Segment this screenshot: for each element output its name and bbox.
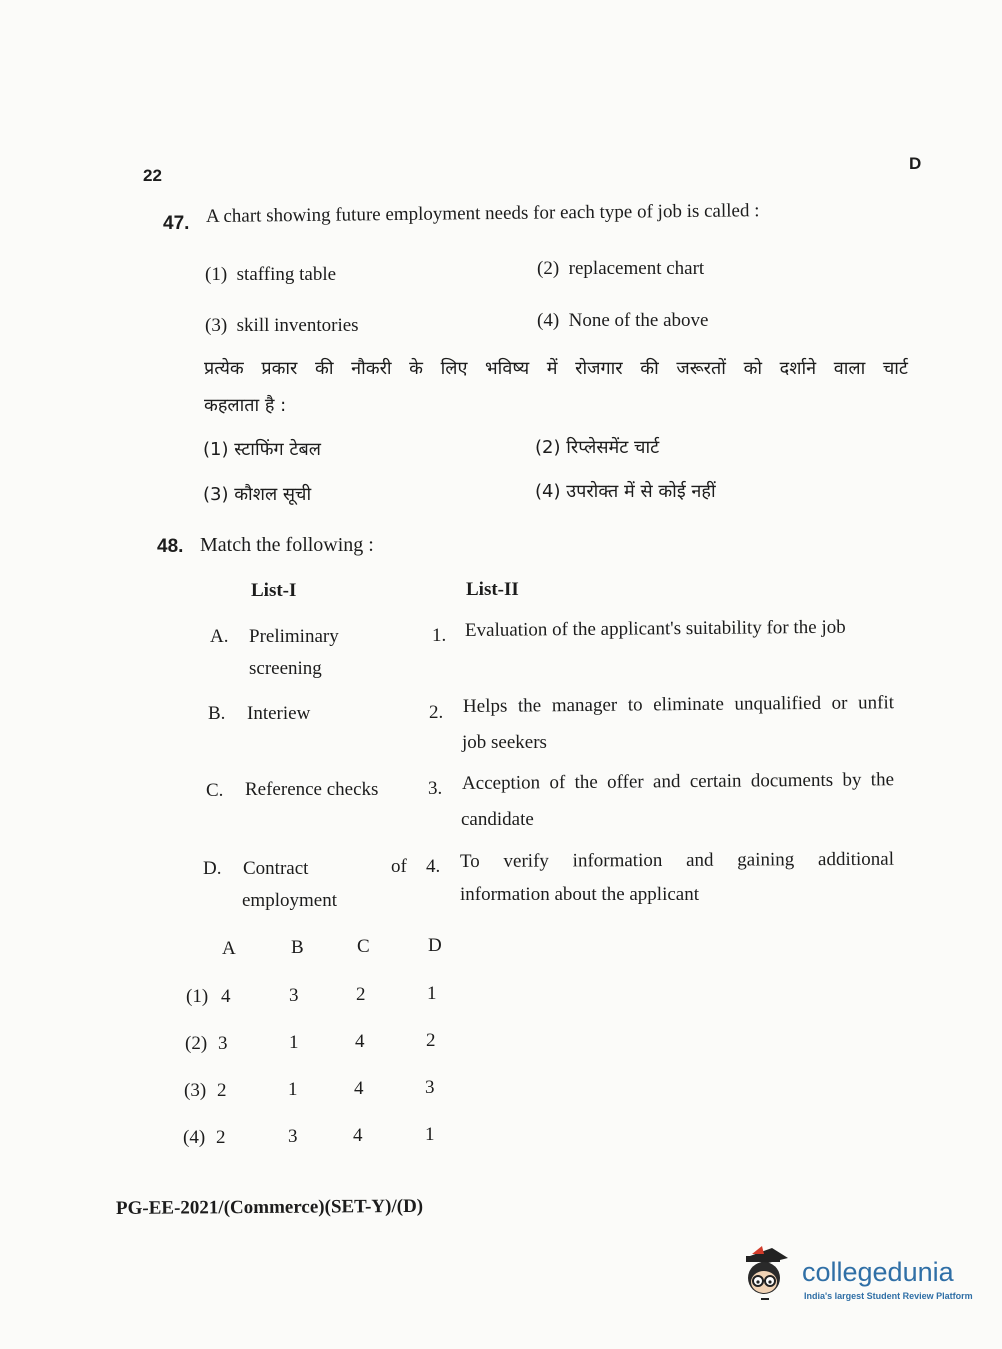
list1-text: Interiew [247, 703, 311, 724]
answer-value: 3 [289, 985, 299, 1006]
set-code: D [909, 154, 922, 173]
list1-header: List-I [251, 580, 297, 601]
answer-value: 1 [288, 1079, 298, 1100]
list2-header: List-II [466, 579, 519, 600]
answer-value: 2 [356, 984, 366, 1005]
answer-value: 3 [288, 1126, 298, 1147]
answer-value: 2 [217, 1080, 227, 1101]
option-text: replacement chart [568, 258, 705, 279]
option-number: (1) [205, 264, 228, 285]
list1-text: Reference checks [245, 779, 379, 800]
brand-name: collegedunia [802, 1257, 954, 1287]
answer-value: 4 [353, 1125, 363, 1146]
list2-text-cont: candidate [461, 809, 534, 830]
option-2[interactable] [537, 258, 704, 280]
answer-value: 1 [427, 983, 437, 1004]
answer-value: 3 [425, 1077, 435, 1098]
option-3[interactable] [205, 315, 359, 337]
list2-text-cont: information about the applicant [460, 884, 700, 905]
hindi-option-2[interactable] [535, 435, 659, 459]
footer-code: PG-EE-2021/(Commerce)(SET-Y)/(D) [115, 1195, 424, 1219]
answer-header: D [428, 935, 442, 956]
answer-value: 2 [426, 1030, 436, 1051]
page-number: 22 [143, 166, 162, 185]
list2-number: 2. [429, 702, 444, 723]
list2-text: Helps the manager to eliminate unqualified or unfit [462, 692, 895, 717]
list2-number: 3. [428, 778, 443, 799]
option-number: (4) [537, 310, 560, 331]
question-text: A chart showing future employment needs for each type of job is called : [205, 200, 760, 227]
answer-header: A [222, 938, 236, 959]
list1-letter: D. [203, 858, 222, 879]
list1-text: Preliminary [249, 626, 339, 647]
option-text: उपरोक्त में से कोई नहीं [566, 481, 716, 502]
question-number: 47. [163, 213, 190, 234]
answer-value: 4 [221, 986, 231, 1007]
option-number: (1) [203, 439, 229, 460]
mascot-icon [742, 1244, 790, 1304]
list2-text: To verify information and gaining additional [459, 848, 895, 872]
list1-text: Contract [243, 858, 309, 879]
answer-header: B [291, 937, 304, 958]
list2-number: 4. [426, 856, 441, 877]
hindi-question-line2: कहलाता है : [204, 395, 287, 416]
answer-label: (3) [184, 1080, 207, 1101]
answer-value: 1 [289, 1032, 299, 1053]
question-text: Match the following : [200, 534, 374, 556]
option-number: (2) [537, 258, 560, 279]
list1-text-of: of [391, 856, 407, 877]
list1-letter: A. [210, 626, 229, 647]
hindi-option-3[interactable] [203, 482, 311, 506]
hindi-question-line1: प्रत्येक प्रकार की नौकरी के लिए भविष्य में रोजगार की जरूरतों को दर्शाने वाला चार्ट [204, 358, 908, 379]
hindi-option-4[interactable] [535, 479, 716, 503]
answer-label: (4) [183, 1127, 206, 1148]
hindi-option-1[interactable] [203, 437, 321, 461]
answer-value: 4 [354, 1078, 364, 1099]
answer-value: 3 [218, 1033, 228, 1054]
list1-text-cont: screening [249, 658, 322, 679]
brand-tagline: India's largest Student Review Platform [804, 1291, 973, 1301]
option-number: (3) [205, 315, 228, 336]
list1-letter: B. [208, 703, 226, 724]
list2-text: Evaluation of the applicant's suitability for the job [464, 616, 846, 641]
list2-text: Acception of the offer and certain documents by the [461, 769, 895, 794]
option-1[interactable] [205, 264, 336, 286]
option-number: (2) [535, 437, 561, 458]
option-text: skill inventories [236, 315, 359, 336]
answer-label: (2) [185, 1033, 208, 1054]
question-number: 48. [157, 536, 184, 557]
list2-text-cont: job seekers [462, 732, 547, 753]
option-text: कौशल सूची [234, 484, 312, 505]
answer-value: 4 [355, 1031, 365, 1052]
option-4[interactable] [537, 310, 708, 332]
answer-header: C [357, 936, 370, 957]
answer-label: (1) [186, 986, 209, 1007]
option-number: (3) [203, 484, 229, 505]
option-text: रिप्लेसमेंट चार्ट [566, 437, 660, 458]
list1-letter: C. [206, 780, 224, 801]
option-number: (4) [535, 481, 561, 502]
list2-number: 1. [432, 625, 447, 646]
option-text: staffing table [236, 264, 337, 285]
option-text: None of the above [568, 310, 709, 331]
answer-value: 1 [425, 1124, 435, 1145]
list1-text-cont: employment [242, 890, 337, 911]
option-text: स्टाफिंग टेबल [234, 439, 321, 460]
answer-value: 2 [216, 1127, 226, 1148]
